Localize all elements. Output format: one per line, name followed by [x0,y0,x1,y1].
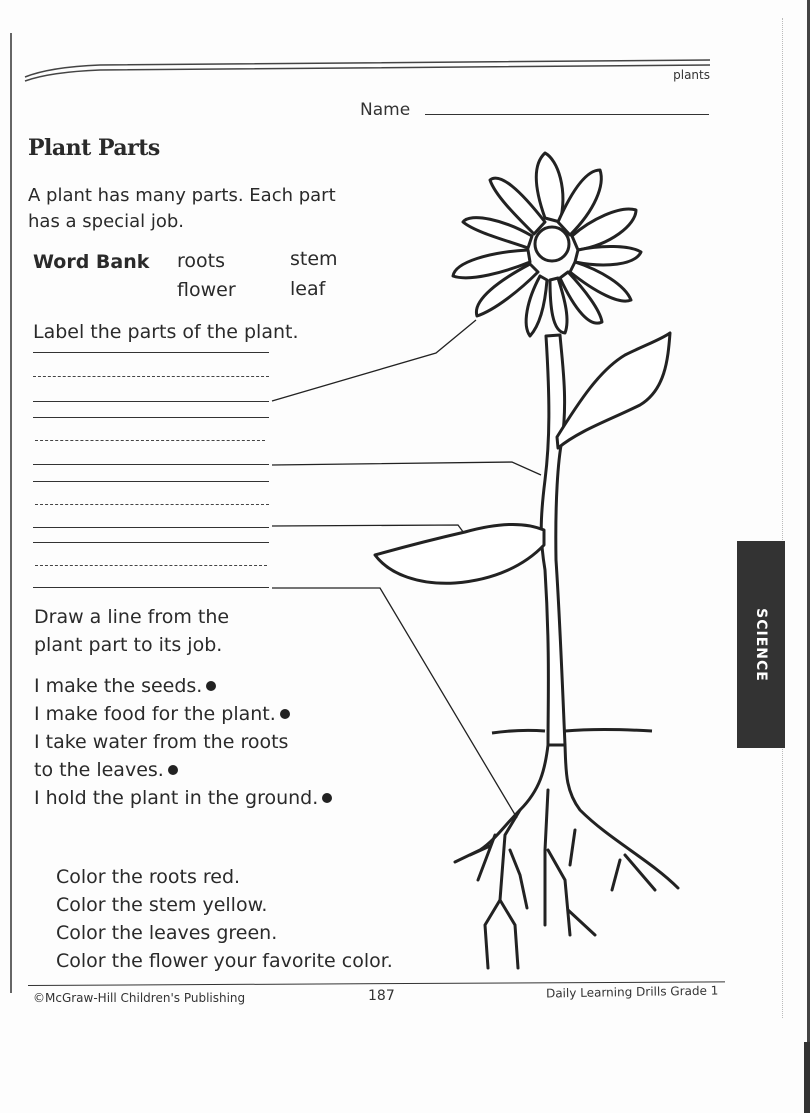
color-instruction: Color the leaves green. [56,922,278,944]
job-item [34,728,332,756]
match-instruction [34,603,229,659]
word-bank-word: roots [177,250,225,272]
match-dot-icon[interactable] [322,793,332,803]
word-bank-label: Word Bank [33,251,150,273]
topic-label: plants [673,68,710,82]
job-text: I make the seeds. [34,675,203,697]
job-item [34,672,332,700]
stem-and-leaves [375,333,670,745]
match-dot-icon[interactable] [280,709,290,719]
color-instruction: Color the flower your favorite color. [56,950,393,972]
match-instruction-line: plant part to its job. [34,634,223,656]
flower-icon [453,153,641,336]
job-item [34,784,332,812]
label-instruction: Label the parts of the plant. [33,321,299,343]
intro-text: A plant has many parts. Each part has a special job. [28,185,336,232]
job-item [34,700,332,728]
name-label: Name [360,100,411,120]
footer-page-number: 187 [368,988,395,1004]
match-dot-icon[interactable] [168,765,178,775]
word-bank-word: stem [290,248,338,270]
section-tab-science [737,541,785,748]
color-instructions [56,863,393,975]
job-list [34,672,332,812]
section-tab-label: SCIENCE [753,607,769,682]
job-item-continued [34,756,332,784]
color-instruction: Color the roots red. [56,866,241,888]
job-text: I hold the plant in the ground. [34,787,319,809]
match-instruction-line: Draw a line from the [34,606,230,628]
match-dot-icon[interactable] [206,681,216,691]
word-bank-word: flower [177,279,236,301]
word-bank-word: leaf [290,278,326,300]
color-instruction: Color the stem yellow. [56,894,268,916]
job-text: to the leaves. [34,759,164,781]
roots-icon [455,745,678,968]
footer-book-title: Daily Learning Drills Grade 1 [545,983,719,1001]
job-text: I take water from the roots [34,731,289,753]
job-text: I make food for the plant. [34,703,276,725]
footer-copyright: ©McGraw-Hill Children's Publishing [33,991,246,1005]
page-title: Plant Parts [28,135,160,161]
